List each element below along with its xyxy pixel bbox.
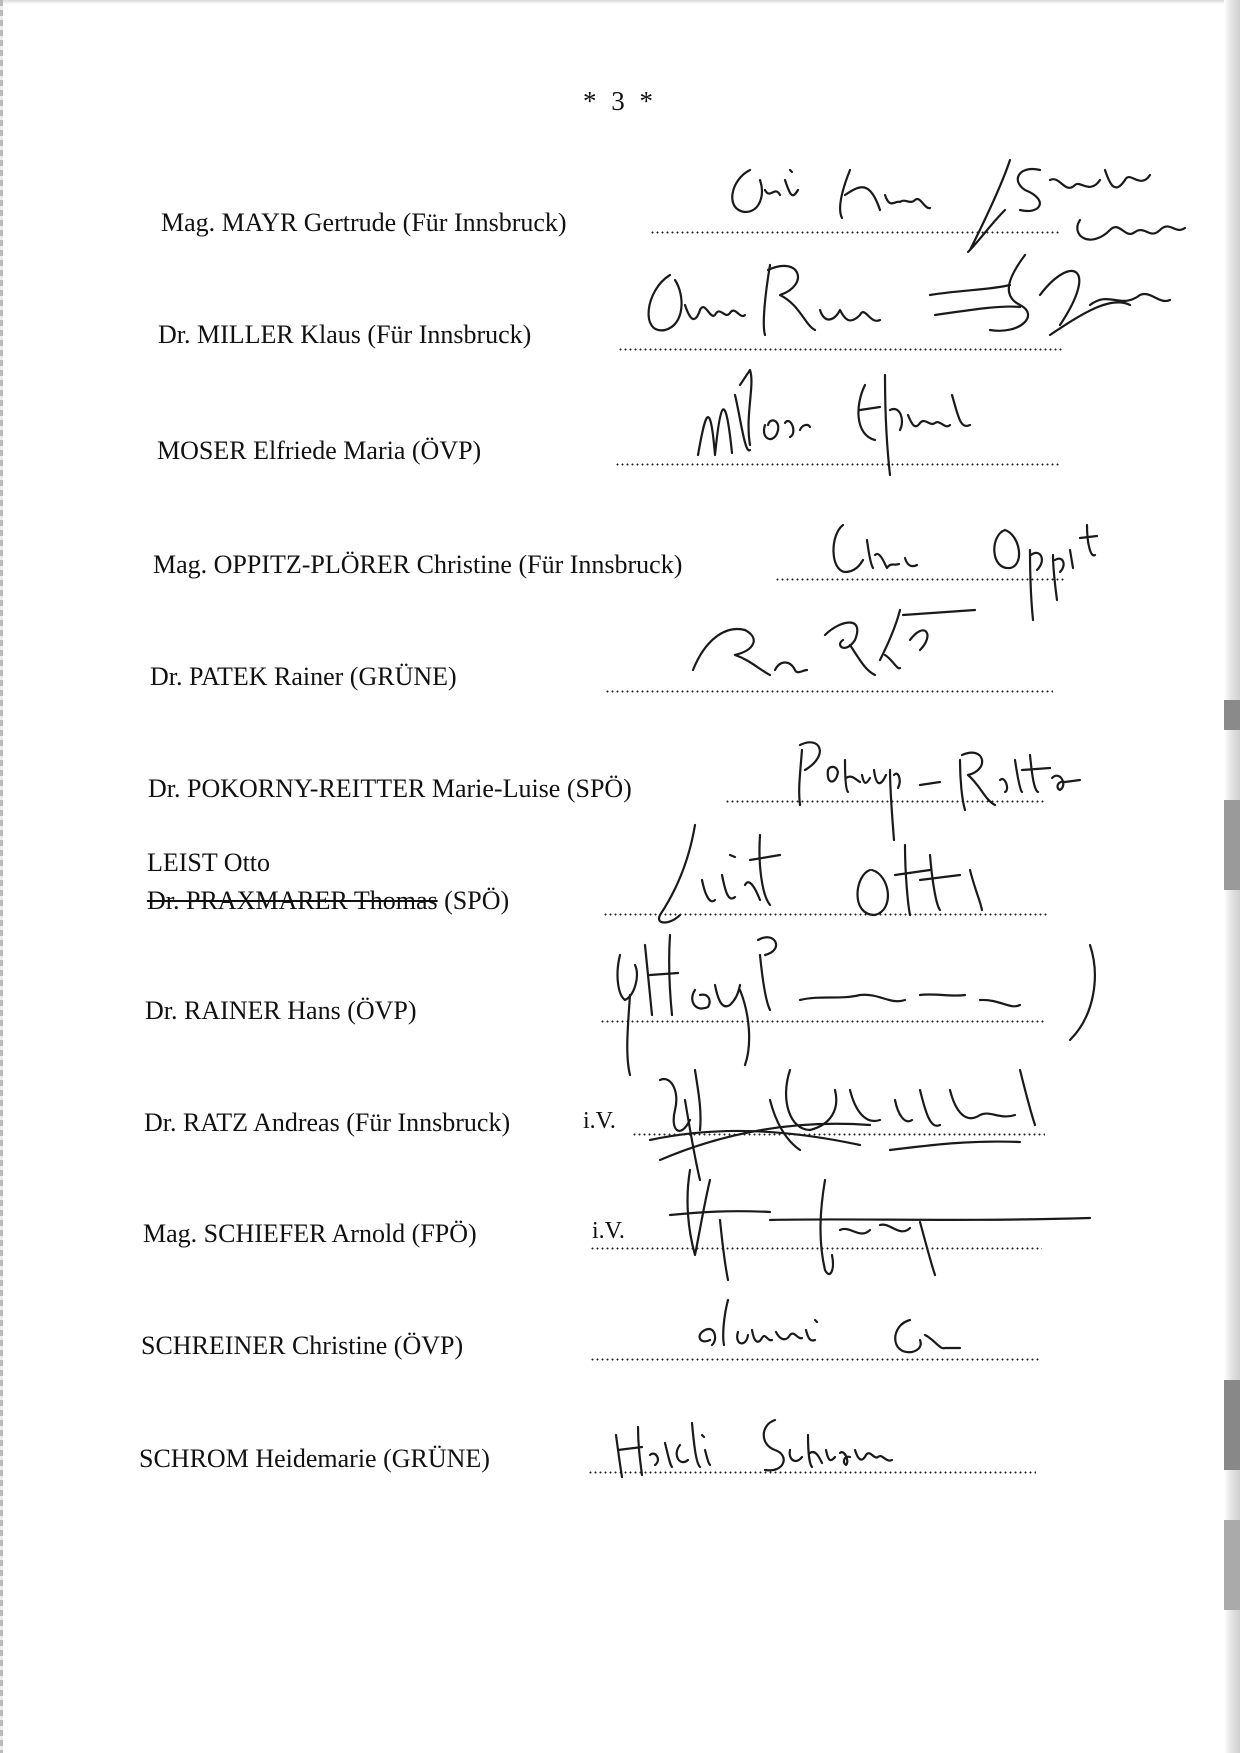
signature-schrom [610, 1405, 940, 1480]
page-number: * 3 * [583, 86, 657, 116]
signature-moser [690, 345, 1010, 475]
signatory-label: Dr. POKORNY-REITTER Marie-Luise (SPÖ) [148, 774, 632, 803]
signatory-label: Dr. PATEK Rainer (GRÜNE) [150, 662, 457, 691]
signatory-label: Dr. MILLER Klaus (Für Innsbruck) [158, 320, 532, 349]
struck-name: Dr. PRAXMARER Thomas [147, 886, 438, 915]
signatory-label: LEIST Otto [147, 848, 271, 877]
signatory-label: MOSER Elfriede Maria (ÖVP) [157, 436, 482, 465]
signatory-struck-row [147, 886, 509, 916]
proxy-prefix: i.V. [592, 1218, 625, 1244]
signatory-label: SCHROM Heidemarie (GRÜNE) [139, 1444, 490, 1473]
proxy-prefix: i.V. [583, 1108, 616, 1134]
scan-edge-right [1224, 0, 1240, 1753]
scan-edge-left [0, 0, 3, 1753]
signatory-label: Mag. OPPITZ-PLÖRER Christine (Für Innsbruck) [153, 550, 683, 579]
signature-schreiner [690, 1290, 980, 1360]
signature-patek [685, 600, 1005, 690]
scan-edge-top [0, 0, 1240, 4]
signatory-label: Mag. MAYR Gertrude (Für Innsbruck) [161, 208, 567, 237]
signature-line [605, 690, 1053, 693]
signatory-label: Dr. RATZ Andreas (Für Innsbruck) [144, 1108, 511, 1137]
signatory-party: (SPÖ) [444, 886, 510, 915]
signatory-label: Dr. RAINER Hans (ÖVP) [145, 996, 417, 1025]
signature-schiefer [650, 1160, 1100, 1300]
signatory-label: Mag. SCHIEFER Arnold (FPÖ) [143, 1219, 477, 1248]
signatory-label: SCHREINER Christine (ÖVP) [141, 1331, 464, 1360]
